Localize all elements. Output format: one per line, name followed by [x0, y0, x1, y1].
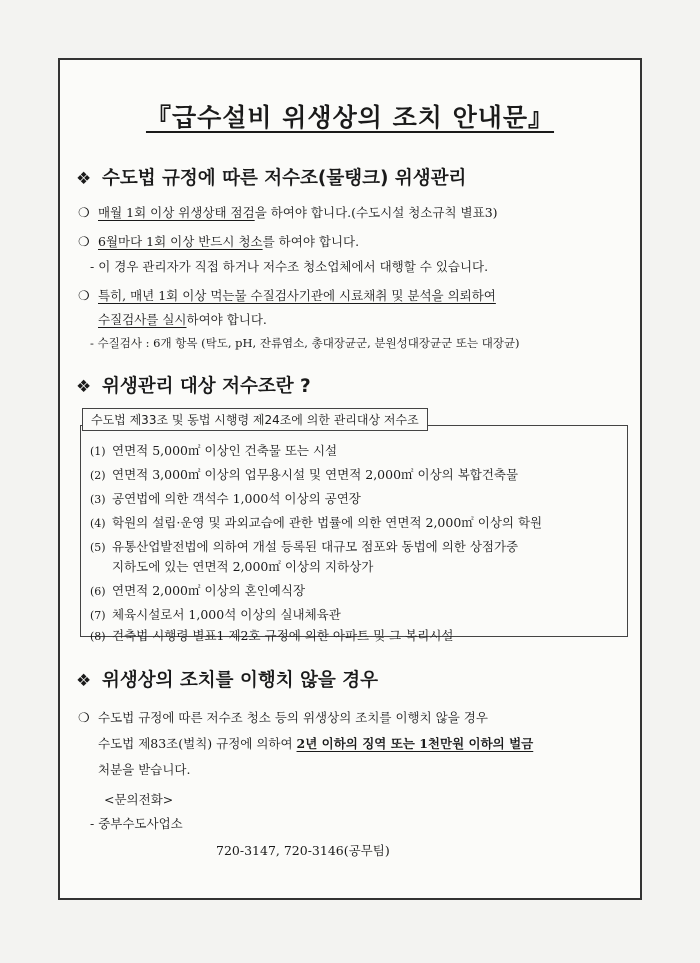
section-heading-2: ❖ 위생관리 대상 저수조란 ? — [76, 376, 311, 397]
contact-phone: 720-3147, 720-3146(공무팀) — [216, 843, 390, 858]
section-heading-3: ❖ 위생상의 조치를 이행치 않을 경우 — [76, 670, 378, 691]
contact-label: <문의전화> — [104, 792, 174, 807]
list-item: (7) 체육시설로서 1,000석 이상의 실내체육관 — [90, 607, 341, 622]
circle-bullet-icon: ❍ — [78, 711, 90, 726]
list-item: (3) 공연법에 의한 객석수 1,000석 이상의 공연장 — [90, 491, 361, 506]
list-item: (6) 연면적 2,000㎡ 이상의 혼인예식장 — [90, 583, 306, 598]
list-item: ❍ 특히, 매년 1회 이상 먹는물 수질검사기관에 시료채취 및 분석을 의뢰하여 — [78, 288, 496, 304]
list-item: (4) 학원의 설립·운영 및 과외교습에 관한 법률에 의한 연면적 2,000㎡ 이상의 학원 — [90, 515, 543, 530]
list-item: ❍ 매월 1회 이상 위생상태 점검을 하여야 합니다.(수도시설 청소규칙 별표3) — [78, 205, 498, 221]
list-item-continuation: 수질검사를 실시하여야 합니다. — [98, 312, 267, 327]
penalty-line-1: ❍ 수도법 규정에 따른 저수조 청소 등의 위생상의 조치를 이행치 않을 경우 — [78, 710, 488, 726]
diamond-bullet-icon: ❖ — [76, 169, 92, 189]
section-heading-1: ❖ 수도법 규정에 따른 저수조(물탱크) 위생관리 — [76, 168, 467, 189]
box-label: 수도법 제33조 및 동법 시행령 제24조에 의한 관리대상 저수조 — [82, 408, 428, 431]
document-title: 『급수설비 위생상의 조치 안내문』 — [145, 103, 555, 132]
list-item-note: - 수질검사 : 6개 항목 (탁도, pH, 잔류염소, 총대장균군, 분원성대장균군 또는 대장균) — [90, 336, 520, 350]
circle-bullet-icon: ❍ — [78, 289, 90, 304]
penalty-line-2: 수도법 제83조(벌칙) 규정에 의하여 2년 이하의 징역 또는 1천만원 이하의 벌금 — [98, 736, 534, 751]
list-item: (2) 연면적 3,000㎡ 이상의 업무용시설 및 연면적 2,000㎡ 이상의 복합건축물 — [90, 467, 519, 482]
notice-document — [58, 58, 642, 900]
penalty-line-3: 처분을 받습니다. — [98, 762, 191, 777]
list-item-continuation: 지하도에 있는 연면적 2,000㎡ 이상의 지하상가 — [112, 559, 374, 574]
diamond-bullet-icon: ❖ — [76, 671, 92, 691]
list-item: (5) 유통산업발전법에 의하여 개설 등록된 대규모 점포와 동법에 의한 상점가중 — [90, 539, 519, 554]
diamond-bullet-icon: ❖ — [76, 377, 92, 397]
contact-org: - 중부수도사업소 — [90, 816, 183, 831]
list-item: ❍ 6월마다 1회 이상 반드시 청소를 하여야 합니다. — [78, 234, 360, 250]
list-item: (8) 건축법 시행령 별표1 제2호 규정에 의한 아파트 및 그 복리시설 — [90, 628, 454, 643]
circle-bullet-icon: ❍ — [78, 235, 90, 250]
circle-bullet-icon: ❍ — [78, 206, 90, 221]
list-item: (1) 연면적 5,000㎡ 이상인 건축물 또는 시설 — [90, 443, 338, 458]
list-item-note: - 이 경우 관리자가 직접 하거나 저수조 청소업체에서 대행할 수 있습니다. — [90, 259, 489, 274]
